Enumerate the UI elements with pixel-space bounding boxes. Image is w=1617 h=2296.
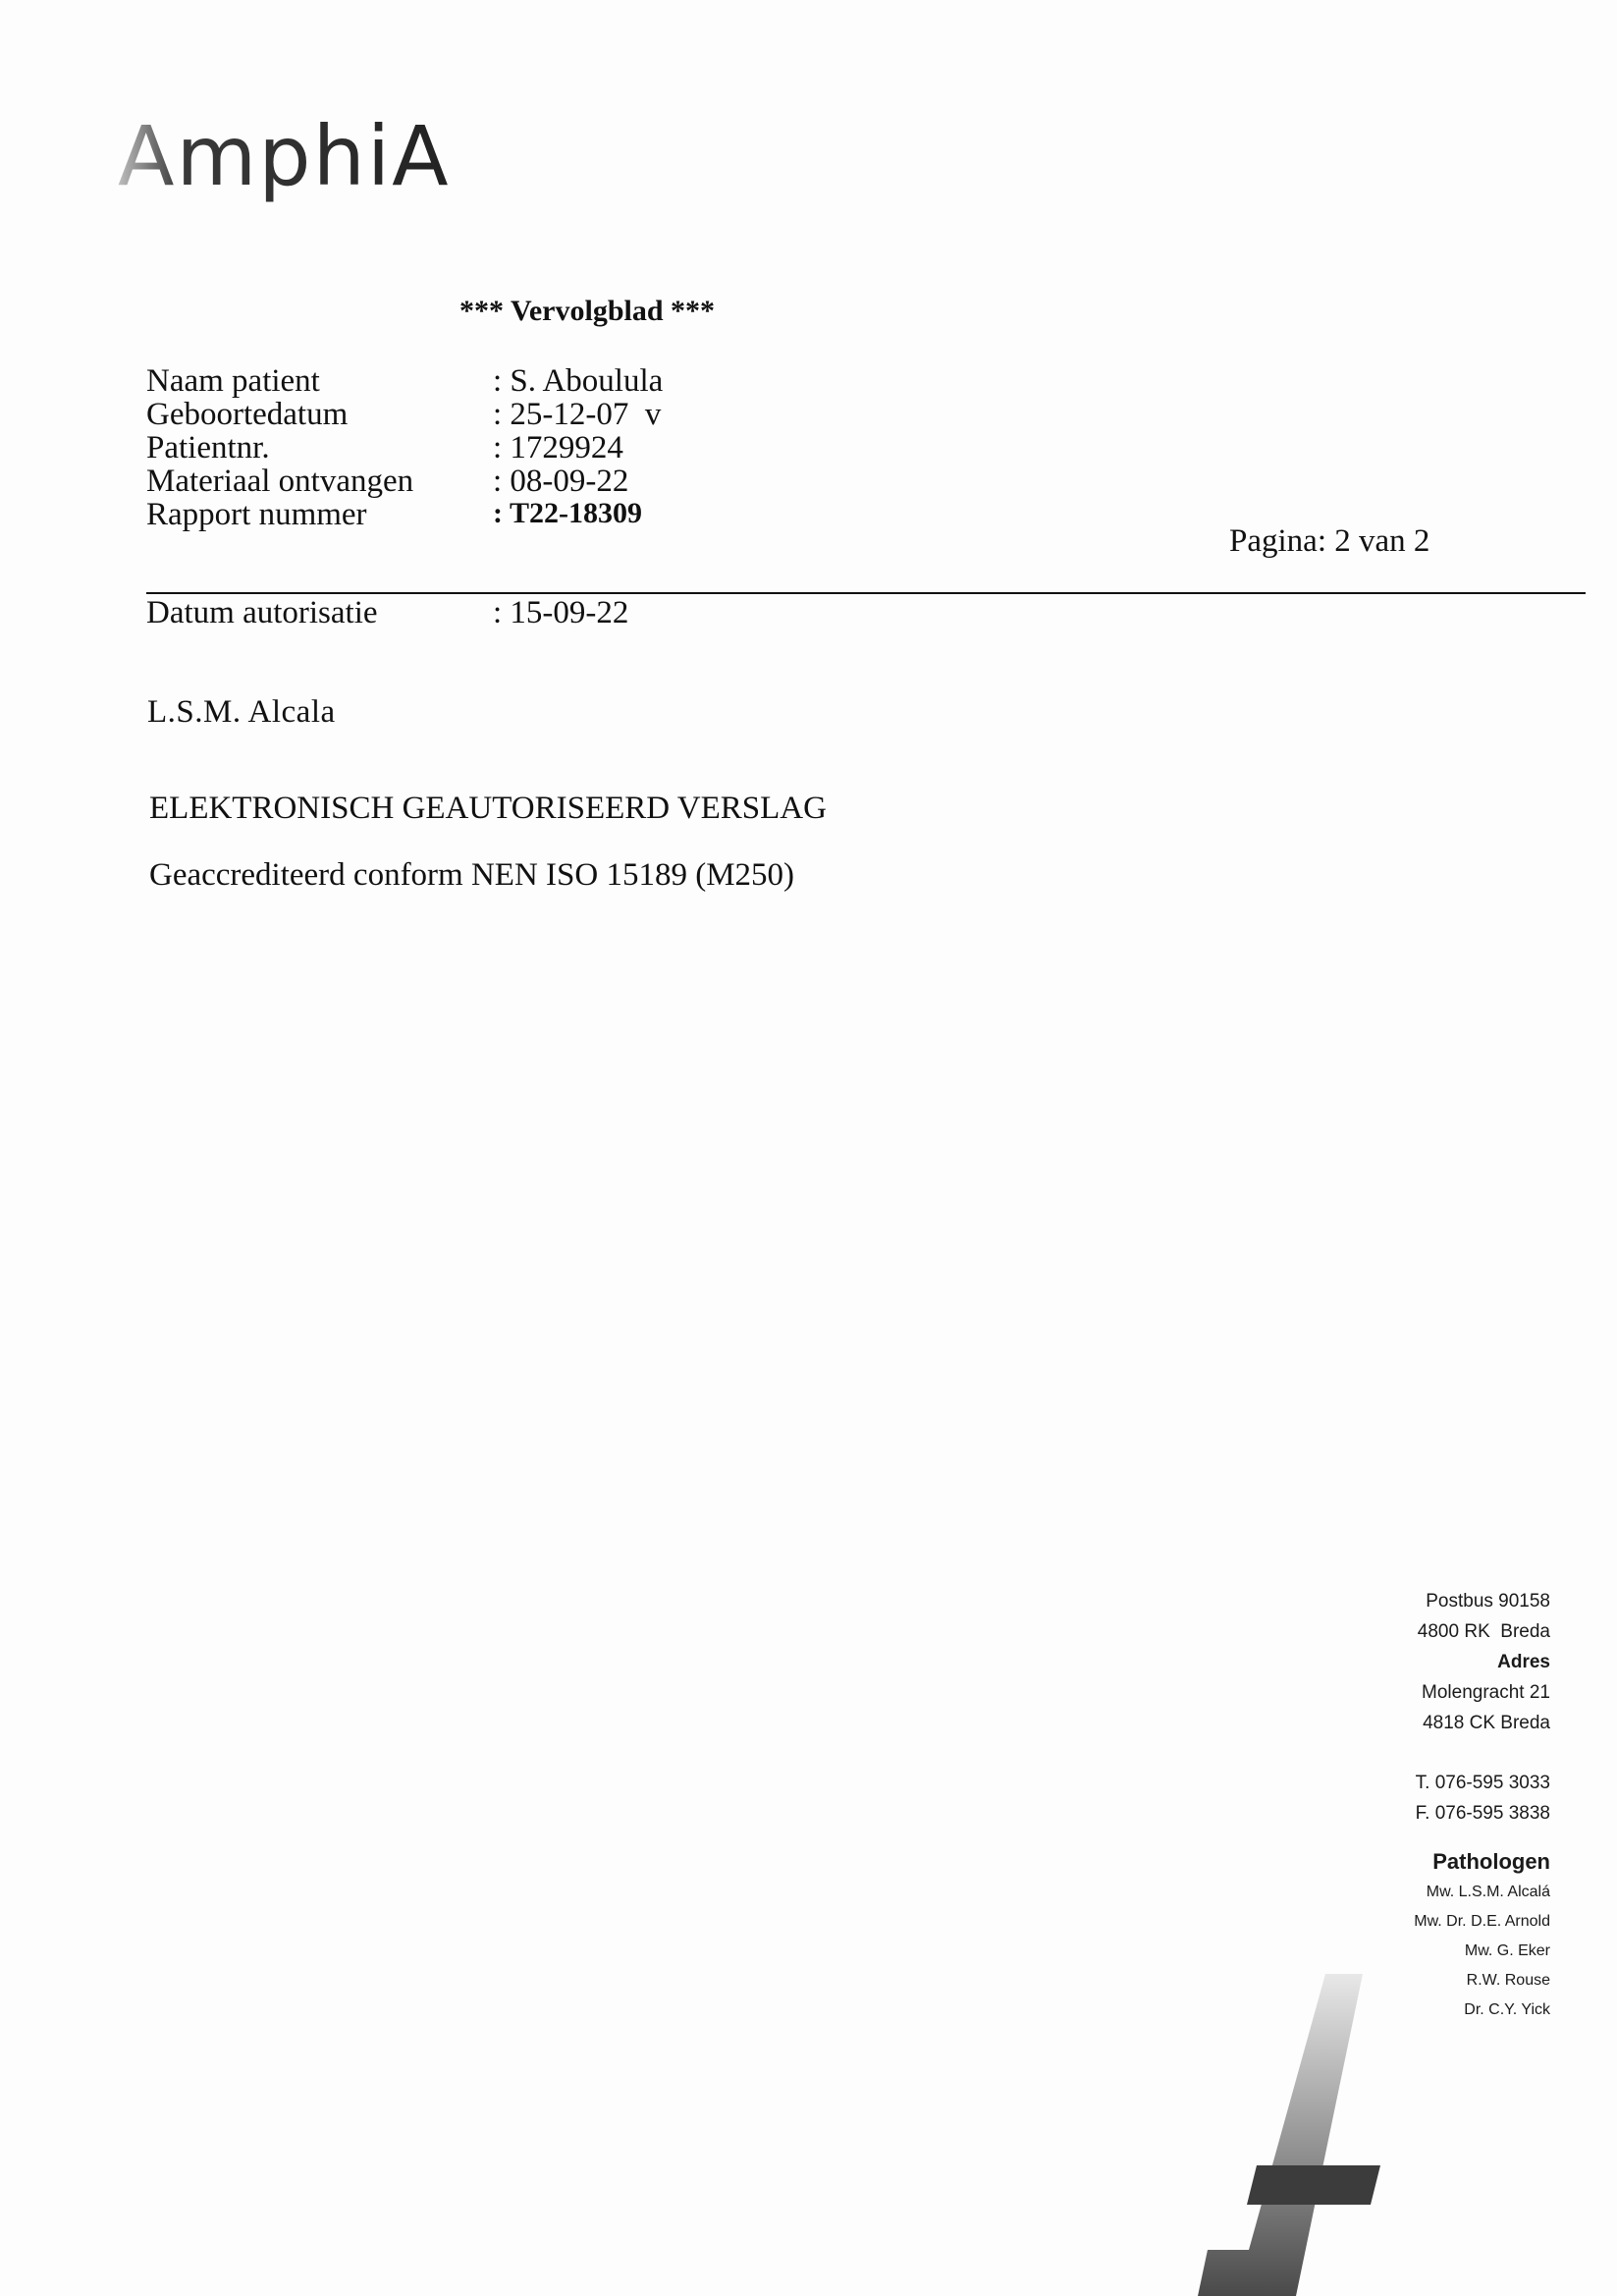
label-geboortedatum: Geboortedatum <box>146 397 349 432</box>
signatory-name: L.S.M. Alcala <box>147 694 336 730</box>
label-rapport-nummer: Rapport nummer <box>146 497 367 532</box>
value-geboortedatum: : 25-12-07 v <box>493 397 662 432</box>
value-naam-patient: : S. Aboulula <box>493 363 664 399</box>
amphia-corner-mark-icon <box>1198 1969 1394 2296</box>
value-patientnr: : 1729924 <box>493 430 623 465</box>
value-rapport-nummer: : T22-18309 <box>493 497 642 529</box>
pathologist-item: Mw. G. Eker <box>1464 1942 1550 1959</box>
street: Molengracht 21 <box>1422 1682 1550 1703</box>
value-datum-autorisatie: : 15-09-22 <box>493 595 629 630</box>
postbus-city: 4800 RK Breda <box>1417 1621 1550 1642</box>
title-text: *** Vervolgblad *** <box>459 295 716 327</box>
authorised-statement: ELEKTRONISCH GEAUTORISEERD VERSLAG <box>149 791 827 826</box>
page-indicator: Pagina: 2 van 2 <box>1229 523 1430 559</box>
pathologist-item: Mw. Dr. D.E. Arnold <box>1414 1913 1550 1930</box>
label-naam-patient: Naam patient <box>146 363 320 399</box>
label-patientnr: Patientnr. <box>146 430 270 465</box>
pathologists-heading: Pathologen <box>1432 1849 1550 1874</box>
accreditation-statement: Geaccrediteerd conform NEN ISO 15189 (M250) <box>149 857 795 893</box>
label-materiaal-ontvangen: Materiaal ontvangen <box>146 464 414 499</box>
phone: T. 076-595 3033 <box>1415 1773 1550 1793</box>
page-title <box>459 295 715 328</box>
label-datum-autorisatie: Datum autorisatie <box>146 595 378 630</box>
divider-line <box>146 592 1586 594</box>
city: 4818 CK Breda <box>1423 1713 1550 1733</box>
postbus: Postbus 90158 <box>1426 1591 1550 1612</box>
value-materiaal-ontvangen: : 08-09-22 <box>493 464 629 499</box>
pathologist-item: Dr. C.Y. Yick <box>1464 2001 1550 2018</box>
fax: F. 076-595 3838 <box>1415 1803 1550 1824</box>
pathologist-item: R.W. Rouse <box>1466 1972 1550 1989</box>
adres-heading: Adres <box>1497 1652 1550 1672</box>
amphia-logo: AmphiA <box>118 108 451 204</box>
pathologist-item: Mw. L.S.M. Alcalá <box>1426 1884 1550 1900</box>
